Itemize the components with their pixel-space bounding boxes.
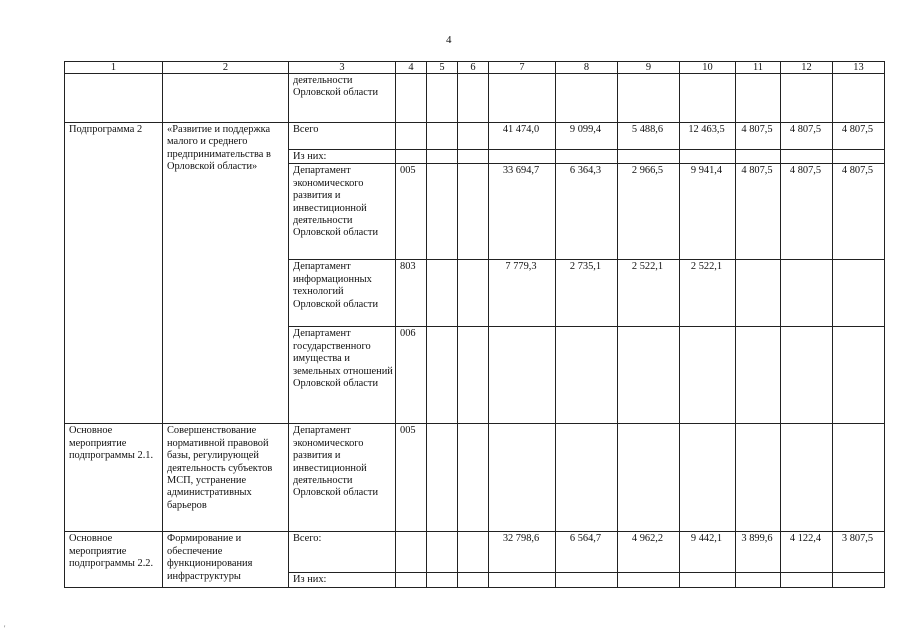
budget-table (64, 61, 885, 588)
code-cell: 005 (396, 424, 427, 532)
value-cell: 7 779,3 (489, 260, 556, 327)
value-cell: 6 364,3 (556, 164, 618, 260)
value-cell: 3 807,5 (833, 532, 885, 573)
value-cell: 4 807,5 (736, 164, 781, 260)
margin-mark: ' (4, 624, 6, 633)
value-cell: 4 807,5 (736, 123, 781, 150)
executor-cell: деятельности Орловской области (289, 74, 396, 123)
value-cell: 4 807,5 (833, 164, 885, 260)
col-header-10: 10 (680, 62, 736, 74)
col-header-6: 6 (458, 62, 489, 74)
executor-cell: Департамент государственного имущества и земельных отношений Орловской области (289, 327, 396, 424)
executor-cell: Департамент информационных технологий Орловской области (289, 260, 396, 327)
of-which-label: Из них: (289, 150, 396, 164)
value-cell: 32 798,6 (489, 532, 556, 573)
subprogram-2-label: Подпрограмма 2 (65, 123, 163, 424)
measure-2-1-title: Совершенствование нормативной правовой базы, регулирующей деятельность субъектов МСП, устранение административных барьеров (163, 424, 289, 532)
table-row (65, 424, 885, 532)
value-cell: 12 463,5 (680, 123, 736, 150)
value-cell: 9 099,4 (556, 123, 618, 150)
value-cell: 5 488,6 (618, 123, 680, 150)
value-cell: 4 807,5 (833, 123, 885, 150)
table-row (65, 74, 885, 123)
page-number: 4 (446, 34, 452, 46)
value-cell: 2 522,1 (618, 260, 680, 327)
table-row (65, 123, 885, 150)
of-which-label: Из них: (289, 573, 396, 587)
value-cell: 2 522,1 (680, 260, 736, 327)
column-number-row (65, 62, 885, 74)
measure-2-2-label: Основное мероприятие подпрограммы 2.2. (65, 532, 163, 587)
col-header-4: 4 (396, 62, 427, 74)
cell (65, 74, 163, 123)
value-cell: 2 966,5 (618, 164, 680, 260)
measure-2-1-label: Основное мероприятие подпрограммы 2.1. (65, 424, 163, 532)
col-header-9: 9 (618, 62, 680, 74)
col-header-11: 11 (736, 62, 781, 74)
value-cell: 33 694,7 (489, 164, 556, 260)
code-cell: 005 (396, 164, 427, 260)
total-label: Всего (289, 123, 396, 150)
value-cell: 2 735,1 (556, 260, 618, 327)
value-cell: 3 899,6 (736, 532, 781, 573)
value-cell: 6 564,7 (556, 532, 618, 573)
col-header-5: 5 (427, 62, 458, 74)
col-header-12: 12 (781, 62, 833, 74)
subprogram-2-title: «Развитие и поддержка малого и среднего предпринимательства в Орловской области» (163, 123, 289, 424)
executor-cell: Департамент экономического развития и инвестиционной деятельности Орловской области (289, 164, 396, 260)
measure-2-2-title: Формирование и обеспечение функционирования инфраструктуры (163, 532, 289, 587)
col-header-2: 2 (163, 62, 289, 74)
col-header-1: 1 (65, 62, 163, 74)
col-header-13: 13 (833, 62, 885, 74)
value-cell: 9 941,4 (680, 164, 736, 260)
value-cell: 9 442,1 (680, 532, 736, 573)
value-cell: 4 962,2 (618, 532, 680, 573)
value-cell: 41 474,0 (489, 123, 556, 150)
value-cell: 4 807,5 (781, 123, 833, 150)
col-header-3: 3 (289, 62, 396, 74)
code-cell: 803 (396, 260, 427, 327)
executor-cell: Департамент экономического развития и инвестиционной деятельности Орловской области (289, 424, 396, 532)
value-cell: 4 122,4 (781, 532, 833, 573)
cell (163, 74, 289, 123)
col-header-7: 7 (489, 62, 556, 74)
code-cell: 006 (396, 327, 427, 424)
value-cell: 4 807,5 (781, 164, 833, 260)
table-row (65, 532, 885, 573)
total-label: Всего: (289, 532, 396, 573)
col-header-8: 8 (556, 62, 618, 74)
